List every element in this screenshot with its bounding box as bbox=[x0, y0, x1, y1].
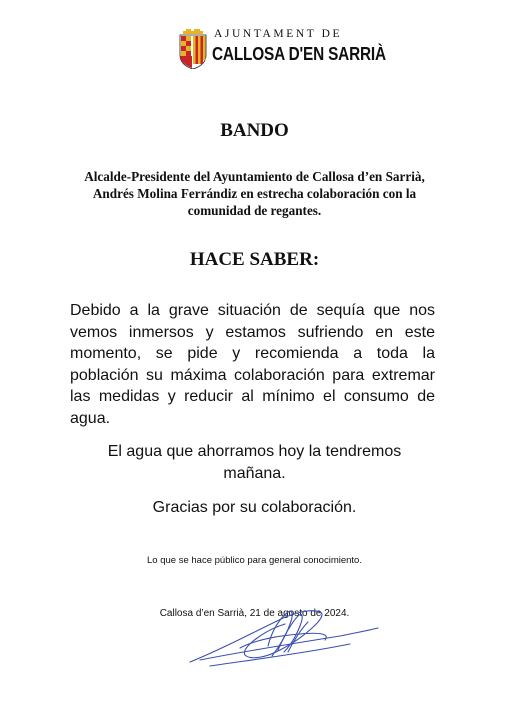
org-name-line2: CALLOSA D'EN SARRIÀ bbox=[212, 43, 386, 64]
document-title: BANDO bbox=[220, 120, 289, 141]
hace-saber-heading: HACE SABER: bbox=[189, 249, 320, 270]
paragraph-line: mañana. bbox=[223, 464, 286, 482]
main-paragraph: Debido a la grave situación de sequía que nos vemos inmersos y estamos sufriendo en este momento, se pide y recomienda a toda la población su máxima colaboración para extremar las medidas y reducir al mínimo el consumo de agua. bbox=[70, 302, 435, 427]
coat-of-arms-icon bbox=[178, 29, 208, 69]
public-notice: Lo que se hace público para general conocimiento. bbox=[147, 555, 362, 566]
intro-line: comunidad de regantes. bbox=[187, 203, 322, 218]
org-name-line1: AJUNTAMENT DE bbox=[214, 28, 343, 40]
water-saving-paragraph bbox=[60, 441, 449, 484]
paragraph-line: El agua que ahorramos hoy la tendremos bbox=[107, 443, 402, 460]
place-date: Callosa d’en Sarrià, 21 de agosto de 2024. bbox=[159, 608, 350, 619]
thanks-paragraph: Gracias por su colaboración. bbox=[152, 499, 357, 516]
municipal-logo bbox=[178, 26, 386, 76]
intro-line: Andrés Molina Ferrándiz en estrecha colaboración con la bbox=[92, 186, 417, 201]
intro-text bbox=[60, 168, 449, 219]
intro-line: Alcalde-Presidente del Ayuntamiento de Callosa d’en Sarrià, bbox=[84, 169, 425, 184]
signature-icon bbox=[180, 600, 380, 672]
